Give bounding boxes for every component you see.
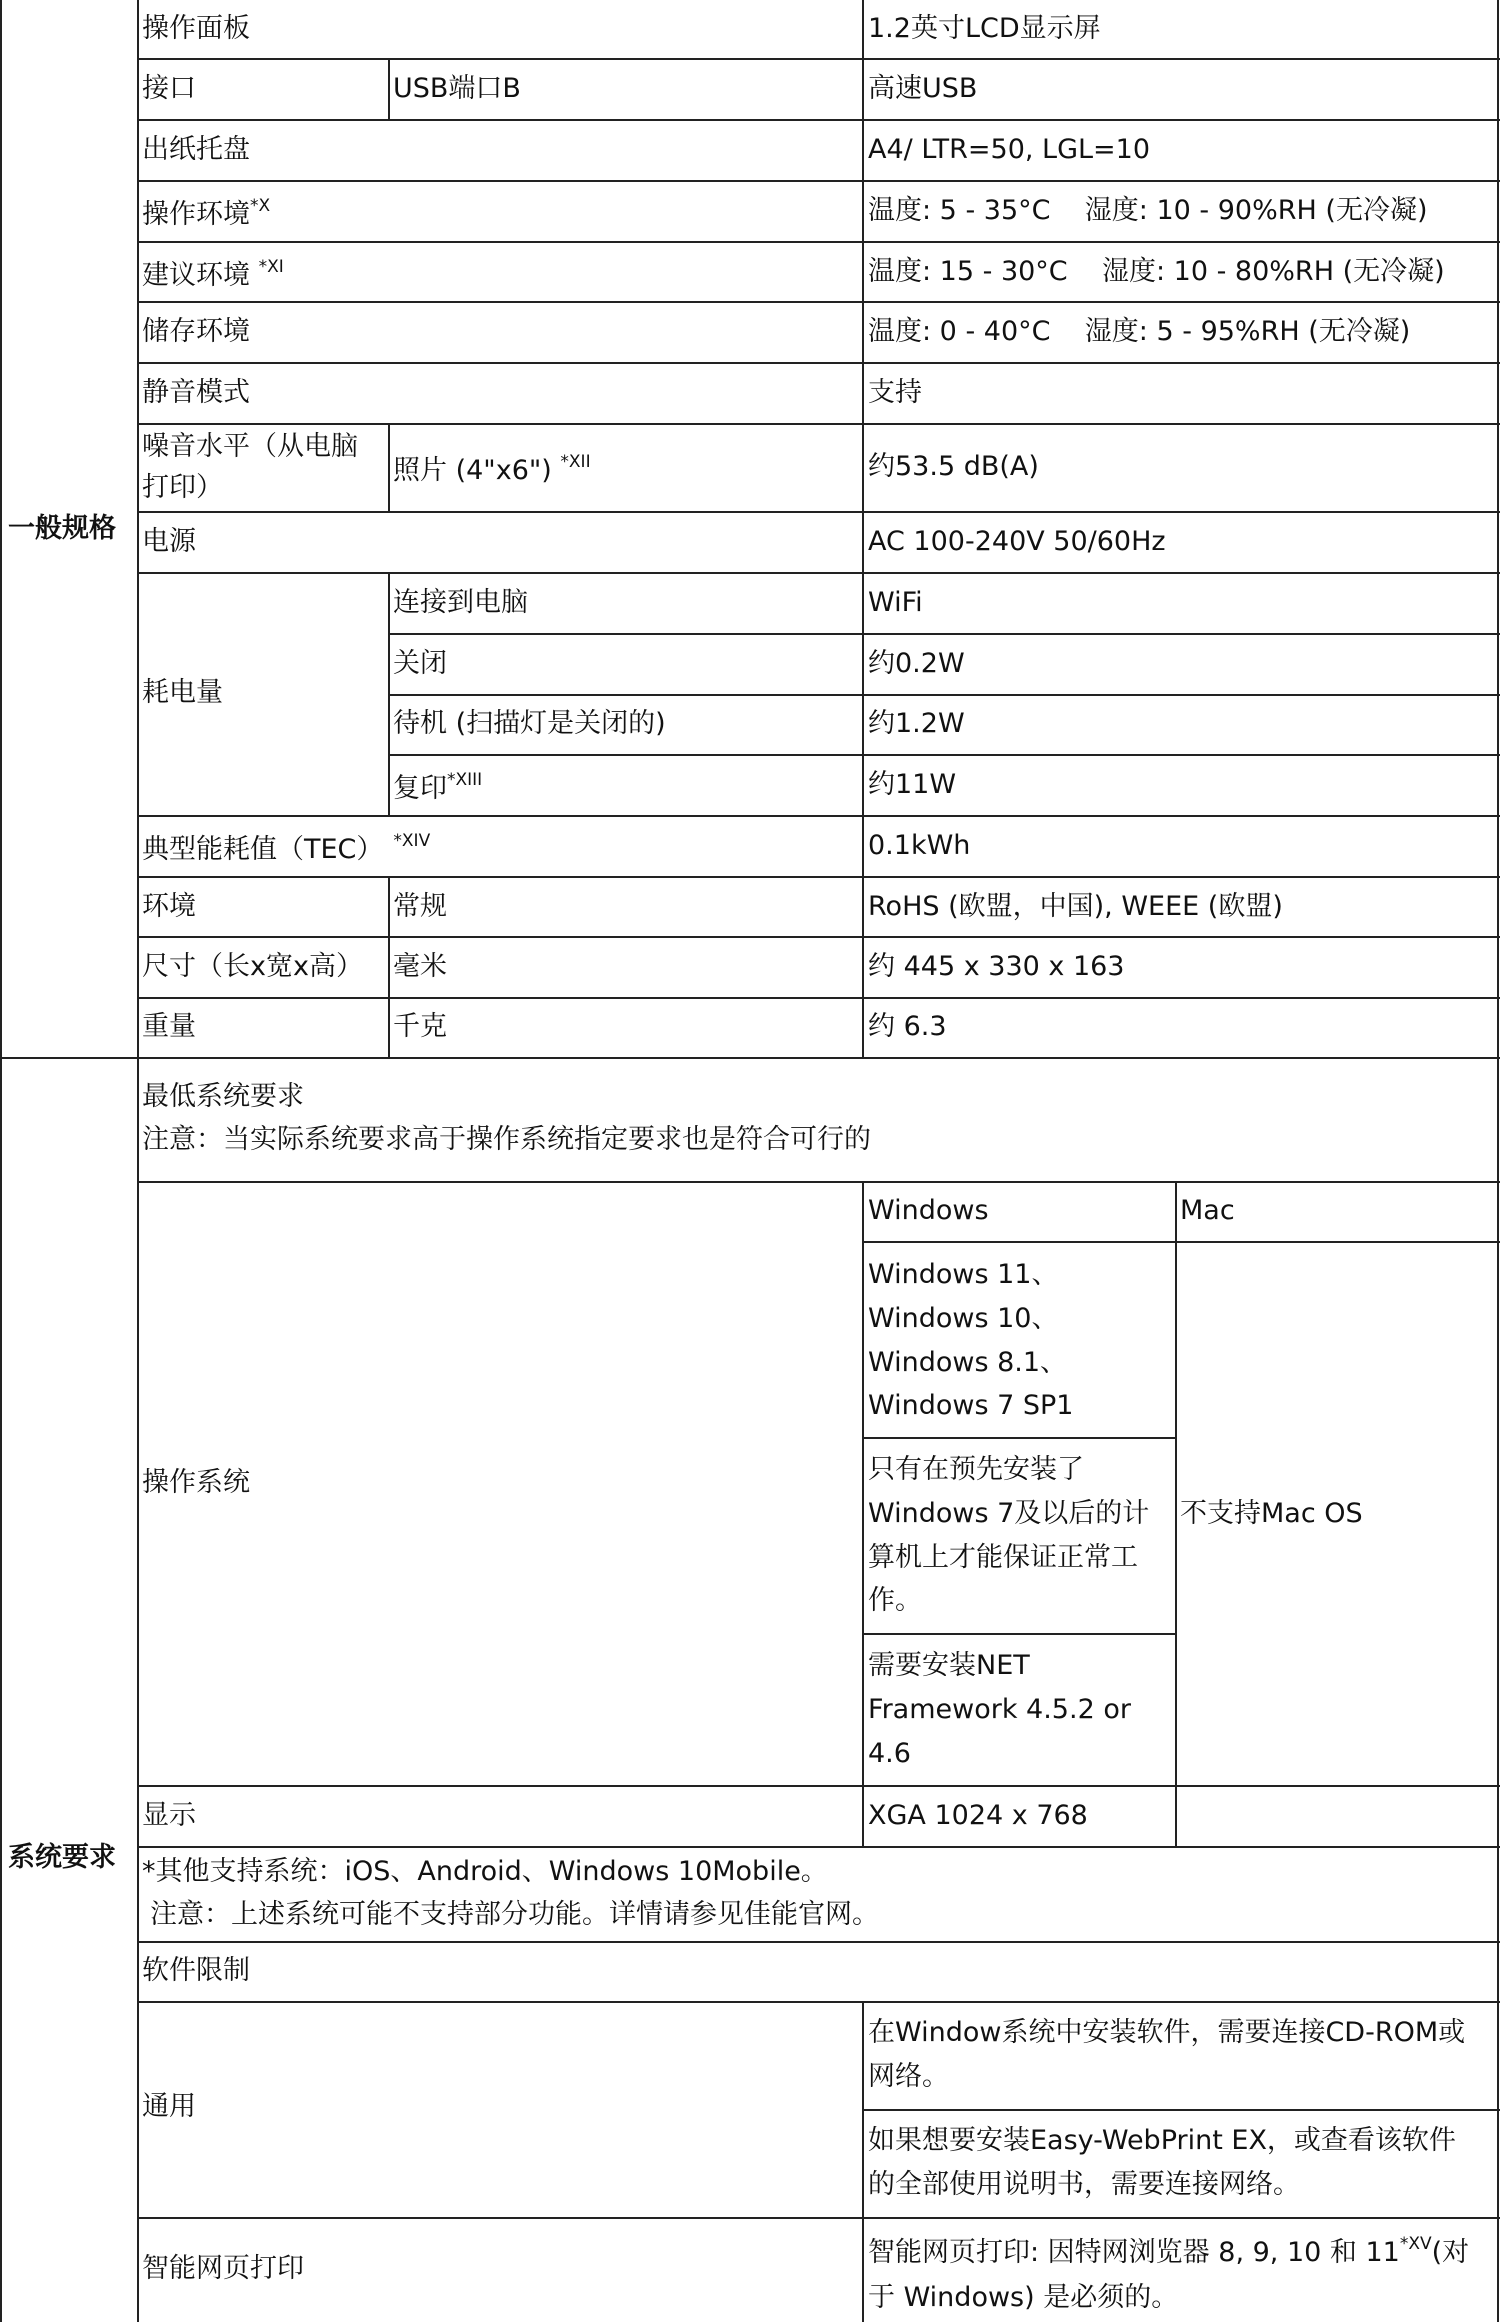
weight-label: 重量: [142, 1011, 196, 1042]
interface-sub: USB端口B: [393, 73, 521, 104]
os-col-windows: Windows: [868, 1195, 989, 1226]
mac-column-divider: [1175, 1181, 1177, 1786]
row-line: [137, 2217, 1500, 2219]
win-note-line: 作。: [868, 1585, 922, 1616]
output-tray-label: 出纸托盘: [142, 134, 250, 165]
row-line: [388, 754, 1500, 756]
other-systems: *其他支持系统：iOS、Android、Windows 10Mobile。: [142, 1856, 828, 1887]
row-line: [862, 1437, 1175, 1439]
software-limits-title: 软件限制: [142, 1955, 250, 1986]
environment-value: RoHS (欧盟，中国), WEEE (欧盟): [868, 891, 1283, 922]
table-border-right: [1497, 0, 1499, 2322]
net-note-line: Framework 4.5.2 or: [868, 1694, 1131, 1725]
consumption-value: WiFi: [868, 587, 923, 618]
sub-column-divider: [388, 876, 390, 1058]
general-use-value: 的全部使用说明书，需要连接网络。: [868, 2169, 1300, 2200]
consumption-sub: [393, 767, 482, 811]
dimensions-sub: 毫米: [393, 951, 447, 982]
section-column-divider: [137, 0, 139, 2322]
row-line: [137, 511, 1500, 513]
general-use-value: 如果想要安装Easy-WebPrint EX，或查看该软件: [868, 2125, 1456, 2156]
sub-column-divider: [388, 423, 390, 512]
row-line: [137, 180, 1500, 182]
row-line: [137, 1941, 1500, 1943]
interface-label: 接口: [142, 73, 196, 104]
win-note-line: Windows 7及以后的计: [868, 1498, 1150, 1529]
quiet-mode-label: 静音模式: [142, 377, 250, 408]
row-line: [137, 936, 1500, 938]
row-line: [137, 997, 1500, 999]
environment-sub: 常规: [393, 891, 447, 922]
sub-column-divider: [388, 58, 390, 120]
footnote-mark: *XII: [560, 452, 591, 472]
environment-label: 环境: [142, 891, 196, 922]
row-line: [137, 1181, 1500, 1183]
noise-label-line1: 噪音水平（从电脑: [142, 431, 358, 462]
row-line: [862, 1241, 1500, 1243]
footnote-mark: *XIV: [393, 831, 431, 851]
smart-print-value: [868, 2231, 1469, 2275]
row-line: [137, 1785, 1500, 1787]
win-version: Windows 11、: [868, 1259, 1059, 1290]
row-line: [862, 1633, 1175, 1635]
section-label-general: 一般规格: [8, 513, 116, 544]
win-version: Windows 7 SP1: [868, 1390, 1074, 1421]
net-note-line: 需要安装NET: [868, 1650, 1030, 1681]
consumption-value: 约1.2W: [868, 708, 965, 739]
os-col-mac: Mac: [1180, 1195, 1235, 1226]
noise-sub-text: 照片 (4"x6"): [393, 455, 561, 486]
row-line: [137, 572, 1500, 574]
row-line: [137, 876, 1500, 878]
win-note-line: 只有在预先安装了: [868, 1454, 1084, 1485]
smart-print-value-text: 智能网页打印: 因特网浏览器 8, 9, 10 和 11: [868, 2237, 1400, 2268]
min-req-title: 最低系统要求: [142, 1081, 304, 1112]
win-version: Windows 8.1、: [868, 1347, 1068, 1378]
value-column-divider: [862, 0, 864, 1057]
table-border-left: [0, 0, 2, 2322]
rec-env-label-text: 建议环境: [142, 260, 259, 291]
weight-sub: 千克: [393, 1011, 447, 1042]
noise-value: 约53.5 dB(A): [868, 451, 1039, 482]
row-line: [137, 241, 1500, 243]
panel-value: 1.2英寸LCD显示屏: [868, 13, 1101, 44]
section-label-system: 系统要求: [8, 1842, 116, 1873]
row-line: [137, 301, 1500, 303]
general-use-label: 通用: [142, 2091, 196, 2122]
noise-label-line2: 打印）: [142, 472, 223, 503]
value-column-divider: [862, 2001, 864, 2322]
consumption-sub: 关闭: [393, 648, 447, 679]
net-note-line: 4.6: [868, 1738, 911, 1769]
mac-column-divider: [1175, 1785, 1177, 1847]
smart-print-label: 智能网页打印: [142, 2253, 304, 2284]
sub-column-divider: [388, 572, 390, 816]
smart-print-value-end: (对: [1431, 2237, 1470, 2268]
row-line: [137, 58, 1500, 60]
row-line: [388, 694, 1500, 696]
interface-value: 高速USB: [868, 73, 978, 104]
op-env-label: [142, 193, 270, 237]
smart-print-value-line2: 于 Windows) 是必须的。: [868, 2282, 1179, 2313]
op-env-value: 温度: 5 - 35°C 湿度: 10 - 90%RH (无冷凝): [868, 195, 1428, 226]
rec-env-label: [142, 254, 284, 298]
row-line: [862, 2109, 1500, 2111]
storage-env-label: 储存环境: [142, 316, 250, 347]
win-note-line: 算机上才能保证正常工: [868, 1542, 1138, 1573]
section-divider: [0, 1057, 1500, 1059]
general-use-value: 在Window系统中安装软件，需要连接CD-ROM或: [868, 2017, 1466, 2048]
footnote-mark: *XV: [1399, 2234, 1432, 2254]
consumption-sub-text: 复印: [393, 773, 447, 804]
os-label: 操作系统: [142, 1467, 250, 1498]
tec-value: 0.1kWh: [868, 830, 971, 861]
dimensions-value: 约 445 x 330 x 163: [868, 951, 1125, 982]
display-label: 显示: [142, 1800, 196, 1831]
row-line: [137, 2001, 1500, 2003]
row-line: [137, 815, 1500, 817]
row-line: [137, 362, 1500, 364]
value-column-divider: [862, 1181, 864, 1847]
display-value: XGA 1024 x 768: [868, 1800, 1088, 1831]
other-systems-note: 注意：上述系统可能不支持部分功能。详情请参见佳能官网。: [150, 1899, 879, 1930]
win-version: Windows 10、: [868, 1303, 1059, 1334]
storage-env-value: 温度: 0 - 40°C 湿度: 5 - 95%RH (无冷凝): [868, 316, 1411, 347]
footnote-mark: *X: [250, 196, 271, 216]
quiet-mode-value: 支持: [868, 377, 922, 408]
tec-label: [142, 828, 430, 872]
op-env-label-text: 操作环境: [142, 199, 250, 230]
consumption-value: 约0.2W: [868, 648, 965, 679]
general-use-value: 网络。: [868, 2061, 949, 2092]
footnote-mark: *XI: [258, 257, 284, 277]
row-line: [137, 1846, 1500, 1848]
weight-value: 约 6.3: [868, 1011, 947, 1042]
consumption-value: 约11W: [868, 769, 957, 800]
tec-label-text: 典型能耗值（TEC）: [142, 834, 384, 865]
consumption-sub: 待机 (扫描灯是关闭的): [393, 708, 666, 739]
power-value: AC 100-240V 50/60Hz: [868, 526, 1166, 557]
consumption-sub: 连接到电脑: [393, 587, 528, 618]
mac-value: 不支持Mac OS: [1180, 1498, 1363, 1529]
output-tray-value: A4/ LTR=50, LGL=10: [868, 134, 1151, 165]
power-label: 电源: [142, 526, 196, 557]
noise-sub: [393, 449, 591, 493]
consumption-label: 耗电量: [142, 677, 223, 708]
rec-env-value: 温度: 15 - 30°C 湿度: 10 - 80%RH (无冷凝): [868, 256, 1445, 287]
footnote-mark: *XIII: [447, 770, 483, 790]
row-line: [137, 119, 1500, 121]
dimensions-label: 尺寸（长x宽x高）: [142, 951, 363, 982]
row-line: [388, 633, 1500, 635]
panel-label: 操作面板: [142, 13, 250, 44]
min-req-note: 注意：当实际系统要求高于操作系统指定要求也是符合可行的: [142, 1124, 871, 1155]
